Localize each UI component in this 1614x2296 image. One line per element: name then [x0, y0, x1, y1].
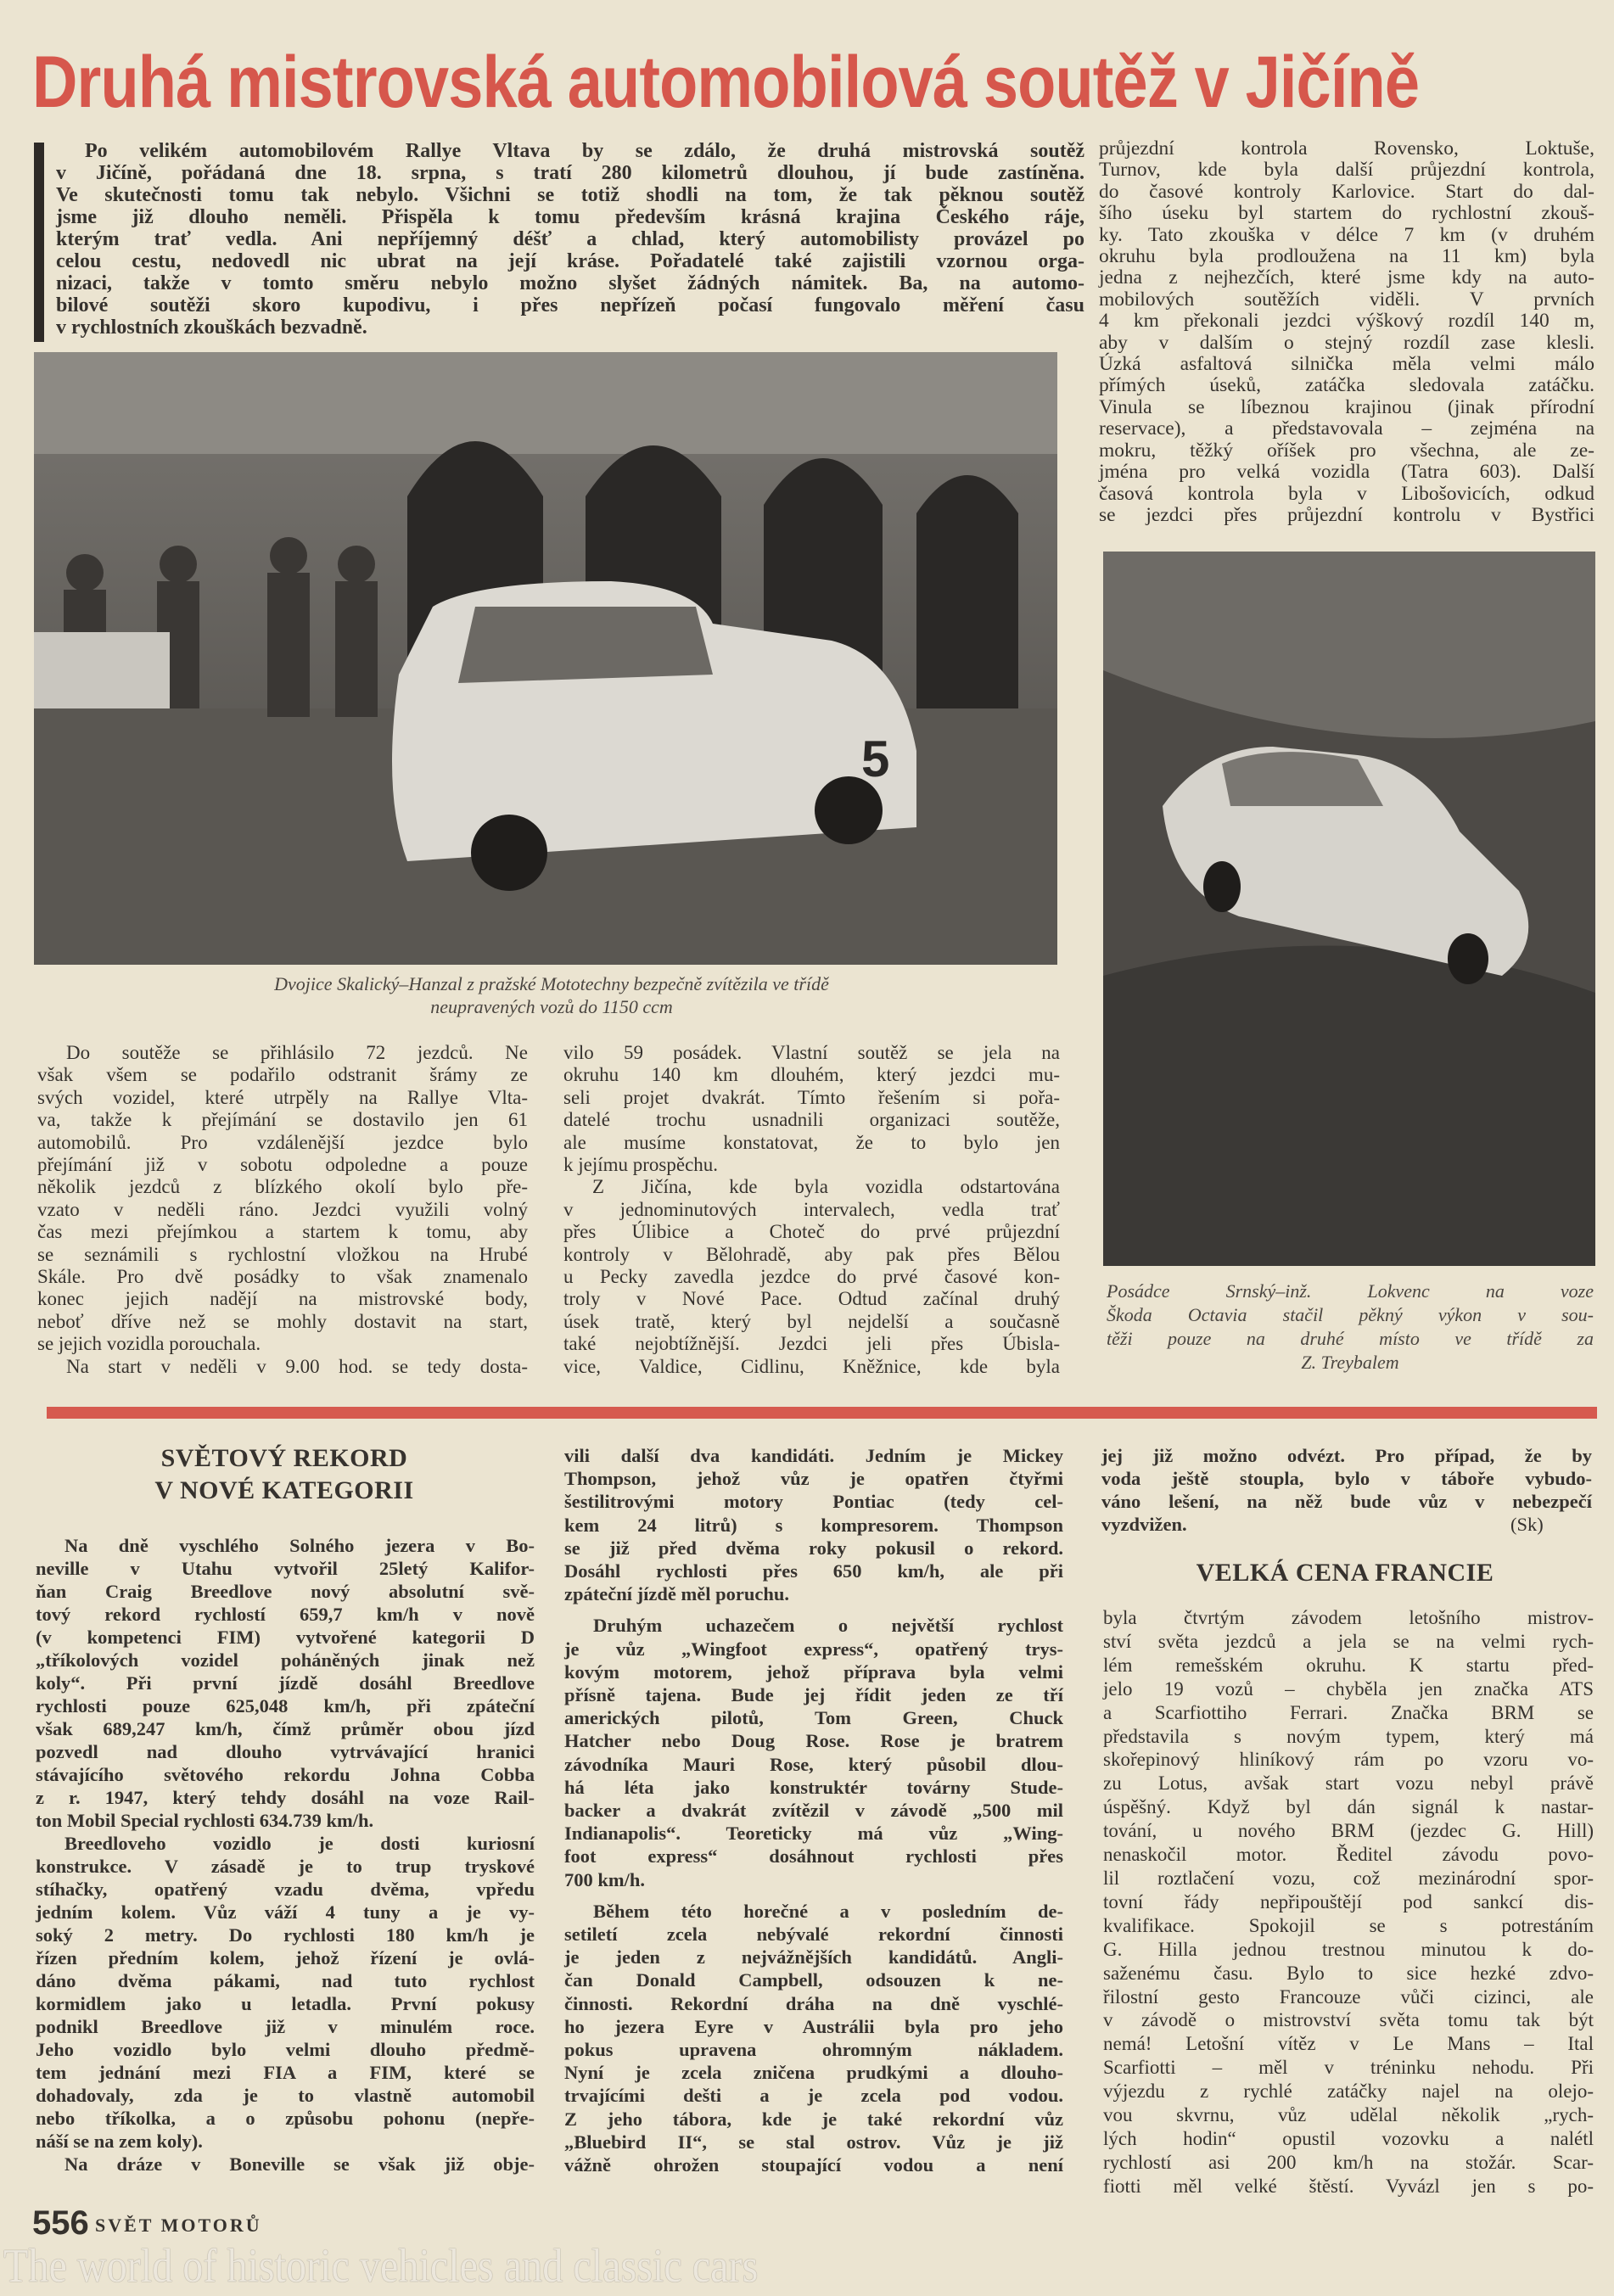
text-line: Do soutěže se přihlásilo 72 jezdců. Ne	[66, 1042, 528, 1063]
grand-prix-body	[1103, 1606, 1594, 2198]
paragraph	[1099, 138, 1594, 526]
text-line: vice, Valdice, Cidlinu, Kněžnice, kde byla	[563, 1355, 1060, 1377]
text-line: va, takže k přejímání se dostavilo jen 61	[37, 1109, 528, 1131]
text-line: bilové soutěži skoro kupodivu, i přes nepřízeň počasí fungovalo měření času	[56, 294, 1084, 316]
text-line: trvajícími dešti a je zcela pod vodou.	[564, 2085, 1063, 2107]
text-line: je vůz „Wingfoot express“, opatřený trys-	[564, 1638, 1063, 1660]
text-line: přísně tajena. Bude jej řídit jeden ze tří	[564, 1684, 1063, 1706]
article-column-3	[1099, 138, 1594, 526]
text-line: mobilových soutěžích viděli. V prvních	[1099, 288, 1594, 311]
photo2-caption	[1107, 1280, 1594, 1375]
photo-image	[34, 352, 1057, 965]
text-line: u Pecky zavedla jezdce do prvé časové kon-	[563, 1266, 1060, 1288]
text-line: Po velikém automobilovém Rallye Vltava by se zdálo, že druhá mistrovská soutěž	[85, 140, 1084, 162]
text-line: je jeden z nejvážnějších kandidátů. Angli-	[564, 1946, 1063, 1968]
text-line: šího úseku byl startem do rychlostní zkouš-	[1099, 202, 1594, 225]
paragraph	[564, 1444, 1063, 1605]
text-line: tování, u nového BRM (jezdec G. Hill)	[1103, 1820, 1594, 1842]
text-line: zpáteční jízdě měl poruchu.	[564, 1583, 789, 1605]
paragraph	[37, 1356, 528, 1378]
text-line: z r. 1947, který tehdy dosáhl na voze Rail-	[36, 1787, 535, 1808]
text-line: představila s novým typem, který má	[1103, 1725, 1594, 1747]
text-line: řilostní gesto Francouze vůči cizinci, ale	[1103, 1985, 1594, 2008]
text-line: úsek tratě, který byl nejdelší a současně	[563, 1310, 1060, 1332]
text-line: jelo 19 vozů – chyběla jen značka ATS	[1103, 1677, 1594, 1700]
text-line: Druhým uchazečem o největší rychlost	[593, 1615, 1063, 1637]
text-line: Scarfiotti – měl v tréninku nehodu. Při	[1103, 2057, 1594, 2079]
text-line: kvalifikace. Spokojil se s potrestáním	[1103, 1914, 1594, 1936]
text-line: úspěšný. Když byl dán signál k nastar-	[1103, 1796, 1594, 1818]
text-line: čan Donald Campbell, odsouzen k ne-	[564, 1969, 1063, 1991]
photo-skoda-octavia-on-stage	[1103, 552, 1595, 1266]
text-line: stávajícího světového rekordu Johna Cobba	[36, 1764, 535, 1785]
text-line: Z Jičína, kde byla vozidla odstartována	[592, 1176, 1060, 1198]
text-line: skořepinový hliníkový rám po vzoru vo-	[1103, 1749, 1594, 1771]
record-heading	[34, 1442, 535, 1507]
paragraph	[37, 1042, 528, 1356]
text-line: „Bluebird II“, se stal ostrov. Vůz je již	[564, 2131, 1063, 2153]
text-line: jej již možno odvézt. Pro případ, že by	[1101, 1445, 1592, 1466]
text-line: saženému času. Bylo to sice hezké zdvo-	[1103, 1962, 1594, 1984]
text-line: fiotti měl velké štěstí. Vyvázl jen s po-	[1103, 2175, 1594, 2197]
text-line: se jejich vozidla porouchala.	[37, 1333, 261, 1355]
text-line: lém remešském okruhu. K startu před-	[1103, 1654, 1594, 1676]
text-line: Na start v neděli v 9.00 hod. se tedy dosta-	[66, 1355, 528, 1377]
text-line: svých vozidel, které utrpěly na Rallye Vlta-	[37, 1086, 528, 1108]
grand-prix-heading: VELKÁ CENA FRANCIE	[1196, 1559, 1494, 1587]
text-line: amerických pilotů, Tom Green, Chuck	[564, 1707, 1063, 1729]
text-line: Během této horečné a v posledním de-	[593, 1900, 1063, 1922]
text-line: Na dně vyschlého Solného jezera v Bo-	[64, 1535, 535, 1556]
text-line: 700 km/h.	[564, 1868, 646, 1890]
text-line: šestilitrovými motory Pontiac (tedy cel-	[564, 1491, 1063, 1513]
text-line: vou skvrnu, vůz udělal několik „rych-	[1103, 2104, 1594, 2126]
text-line: troly v Nové Pace. Odtud začínal druhý	[563, 1288, 1060, 1310]
text-line: jsme již dlouho neměli. Přispěla k tomu především krásná krajina Českého ráje,	[56, 206, 1084, 228]
text-line: dáno dvěma pákami, nad tuto rychlost	[36, 1970, 535, 1991]
text-line: řízen předním kolem, jehož řízení je ovlá-	[36, 1947, 535, 1968]
text-line: a Scarfiottiho Ferrari. Značka BRM se	[1103, 1701, 1594, 1723]
caption-line: neupravených vozů do 1150 ccm	[430, 996, 673, 1017]
text-line: setiletí zcela nebývalé rekordní činnosti	[564, 1924, 1063, 1946]
text-line: náší se na zem koly).	[36, 2131, 203, 2152]
text-line: ale musíme konstatovat, že to bylo jen	[563, 1131, 1060, 1153]
watermark-tagline: The world of historic vehicles and classic cars	[3, 2240, 759, 2293]
text-line: tový rekord rychlostí 659,7 km/h v nově	[36, 1604, 535, 1625]
article-intro	[56, 140, 1084, 339]
article-column-2	[563, 1042, 1060, 1378]
article-column-1	[37, 1042, 528, 1378]
text-line: vili další dva kandidáti. Jedním je Mickey	[564, 1445, 1063, 1466]
text-line: závodníka Mauri Rose, který působil dlou-	[564, 1753, 1063, 1775]
text-line: okruhu byla prodloužena na 11 km) byla	[1099, 245, 1594, 268]
text-line: voda ještě stoupla, bylo v táboře vybudo-	[1101, 1468, 1592, 1489]
text-line: Úzká asfaltová silnička měla velmi málo	[1099, 353, 1594, 376]
text-line: čas mezi přejímkou a startem k tomu, aby	[37, 1221, 528, 1243]
text-line: reservace), a představovala – zejména na	[1099, 417, 1594, 440]
text-line: vážně ohrožen stoupající vodou a není	[564, 2154, 1063, 2176]
text-line: jedna z nejhezčích, které jsme kdy na auto-	[1099, 266, 1594, 289]
text-line: časová kontrola byla v Libošovicích, odkud	[1099, 482, 1594, 505]
text-line: Posádce Srnský–inž. Lokvenc na voze	[1107, 1280, 1594, 1302]
text-line: přímých úseků, zatáčka sledovala zatáčku.	[1099, 374, 1594, 397]
text-line: konstrukce. V zásadě je to trup tryskové	[36, 1856, 535, 1877]
text-line: stíhačky, opatřený vzadu dvěma, vpředu	[36, 1879, 535, 1900]
text-line: jména pro velká vozidla (Tatra 603). Další	[1099, 461, 1594, 484]
photo-renault-at-start-arcades	[34, 352, 1057, 965]
text-line: několik jezdců z blízkého okolí bylo pře-	[37, 1176, 528, 1198]
record-column-2	[564, 1444, 1063, 2176]
text-line: (v kompetenci FIM) vytvořené kategorii D	[36, 1627, 535, 1648]
text-line: Ve skutečnosti tomu tak nebylo. Všichni se totiž shodli na tom, že tak pěknou soutěž	[56, 184, 1084, 206]
text-line: ství světa jezdců a jela se na velmi rych-	[1103, 1630, 1594, 1652]
text-line: však všem se podařilo odstranit šrámy ze	[37, 1064, 528, 1086]
author-signature: (Sk)	[1510, 1514, 1544, 1535]
paragraph	[36, 1832, 535, 2153]
text-line: há léta jako konstruktér továrny Stude-	[564, 1776, 1063, 1798]
text-line: v závodě o mistrovství světa tomu tak být	[1103, 2009, 1594, 2031]
text-line: aby v dalším o stejný rozdíl zase klesli.	[1099, 331, 1594, 354]
text-line: Skále. Pro dvě posádky to však znamenalo	[37, 1266, 528, 1288]
text-line: Turnov, kde byla další průjezdní kontrola,	[1099, 159, 1594, 182]
text-line: automobilů. Pro vzdálenější jezdce bylo	[37, 1131, 528, 1153]
text-line: ton Mobil Special rychlosti 634.739 km/h.	[36, 1810, 374, 1831]
text-line: foot express“ dosáhnout rychlosti přes	[564, 1845, 1063, 1868]
text-line: Breedloveho vozidlo je dosti kuriosní	[64, 1833, 535, 1854]
text-line: „tříkolových vozidel poháněných jinak než	[36, 1649, 535, 1671]
text-line: činnosti. Rekordní dráha na dně vyschlé-	[564, 1992, 1063, 2014]
text-line: váno lešení, na něž bude vůz v nebezpečí	[1101, 1491, 1592, 1512]
paragraph	[564, 1614, 1063, 1890]
text-line: celou cestu, nedovedl nic ubrat na její kráse. Pořadatelé také zajistili vzornou orga-	[56, 250, 1084, 272]
paragraph	[56, 140, 1084, 339]
text-line: datelé trochu usnadnili organizaci soutěže,	[563, 1109, 1060, 1131]
text-line: ho jezera Eyre v Austrálii byla pro jeho	[564, 2015, 1063, 2037]
text-line: Z jeho tábora, kde je také rekordní vůz	[564, 2108, 1063, 2130]
magazine-name: SVĚT MOTORŮ	[95, 2215, 262, 2236]
text-line: Indianapolis“. Teoreticky má vůz „Wing-	[564, 1823, 1063, 1845]
text-line: neville v Utahu vytvořil 25letý Kalifor-	[36, 1558, 535, 1579]
text-line: podnikl Breedlove již v minulém roce.	[36, 2016, 535, 2037]
text-line: kovým motorem, jehož příprava byla velmi	[564, 1660, 1063, 1683]
text-line: vyzdvižen.	[1101, 1514, 1187, 1535]
text-line: mokru, těžký oříšek pro všechna, ale ze-	[1099, 439, 1594, 462]
text-line: nebo tříkolka, a o způsobu pohonu (nepře-	[36, 2108, 535, 2129]
text-line: G. Hilla jednou trestnou minutou k do-	[1103, 1938, 1594, 1960]
page-number: 556	[32, 2204, 89, 2242]
text-line: do časové kontroly Karlovice. Start do dal-	[1099, 180, 1594, 203]
text-line: dohadovaly, zda je to vlastně automobil	[36, 2085, 535, 2106]
text-line: Hatcher nebo Doug Rose. Rose je bratrem	[564, 1730, 1063, 1752]
text-line: kormidlem jako u letadla. První pokusy	[36, 1993, 535, 2014]
text-line: neboť dříve než se mohly dostavit na start,	[37, 1310, 528, 1332]
text-line: Dosáhl rychlosti přes 650 km/h, ale při	[564, 1560, 1063, 1582]
text-line: tovní řády nepřipouštějí pod sankcí dis-	[1103, 1890, 1594, 1912]
text-line: Na dráze v Boneville se však již obje-	[64, 2153, 535, 2175]
text-line: se seznámili s rychlostní vložkou na Hrubé	[37, 1243, 528, 1265]
text-line: okruhu 140 km dlouhém, který jezdci mu-	[563, 1064, 1060, 1086]
text-line: Škoda Octavia stačil pěkný výkon v sou-	[1107, 1304, 1594, 1325]
paragraph	[36, 2153, 535, 2176]
paragraph	[1103, 1606, 1594, 2198]
text-line: vzato v neděli ráno. Jezdci využili volný	[37, 1198, 528, 1220]
paragraph	[1107, 1280, 1594, 1375]
text-line: ňan Craig Breedlove nový absolutní svě-	[36, 1581, 535, 1602]
text-line: vilo 59 posádek. Vlastní soutěž se jela na	[563, 1042, 1060, 1063]
heading-line: V NOVÉ KATEGORII	[154, 1476, 414, 1504]
paragraph	[36, 1534, 535, 1832]
text-line: lých hodin“ opustil vozovku a nalétl	[1103, 2127, 1594, 2149]
article-title: Druhá mistrovská automobilová soutěž v Jičíně	[32, 42, 1420, 123]
text-line: nenaskočil motor. Ředitel závodu povo-	[1103, 1844, 1594, 1866]
text-line: v jednominutových intervalech, vedla trať	[563, 1198, 1060, 1220]
text-line: Nyní je zcela zničena prudkými a dlouho-	[564, 2062, 1063, 2084]
text-line: tem jednání mezi FIA a FIM, které se	[36, 2062, 535, 2083]
text-line: pozvedl nad dlouho vytrvávající hranici	[36, 1741, 535, 1762]
text-line: výjezdu z rychlé zatáčky najel na olejo-	[1103, 2080, 1594, 2103]
text-line: seli projet dvakrát. Tímto řešením si pořa-	[563, 1086, 1060, 1108]
text-line: jedním kolem. Vůz váží 4 tuny a je vy-	[36, 1901, 535, 1923]
text-line: kem 24 litrů) s kompresorem. Thompson	[564, 1514, 1063, 1536]
text-line: Z. Treybalem	[1301, 1352, 1399, 1373]
svg-text:5: 5	[861, 731, 890, 787]
text-line: Vinula se líbeznou krajinou (jinak přírodní	[1099, 395, 1594, 418]
intro-marker-bar	[34, 143, 44, 342]
text-line: pokus upravena ohromným nákladem.	[564, 2039, 1063, 2061]
text-line: nizaci, takže v tomto směru nebylo možno slyšet žádných námitek. Ba, na automo-	[56, 272, 1084, 294]
paragraph	[563, 1042, 1060, 1176]
text-line: rychlosti pouze 625,048 km/h, při zpáteční	[36, 1695, 535, 1716]
text-line: konec jejich nadějí na mistrovské body,	[37, 1288, 528, 1310]
text-line: zu Lotus, avšak start vozu nebyl právě	[1103, 1772, 1594, 1795]
text-line: přes Úlibice a Choteč do prvé průjezdní	[563, 1221, 1060, 1243]
photo1-caption	[51, 972, 1052, 1018]
section-divider-red	[47, 1407, 1597, 1419]
text-line: také nejobtížnější. Jezdci jeli přes Úbisla-	[563, 1333, 1060, 1355]
text-line: nemá! Letošní vítěz v Le Mans – Ital	[1103, 2033, 1594, 2055]
text-line: těži pouze na druhé místo ve třídě za	[1107, 1328, 1594, 1349]
text-line: však 689,247 km/h, čímž průměr obou jízd	[36, 1718, 535, 1739]
text-line: se již před dvěma roky pokusil o rekord.	[564, 1537, 1063, 1559]
text-line: přejímání již v sobotu odpoledne a pouze	[37, 1154, 528, 1176]
caption-line: Dvojice Skalický–Hanzal z pražské Mototechny bezpečně zvítězila ve třídě	[274, 973, 829, 994]
record-column-1	[36, 1534, 535, 2176]
text-line: lil roztlačení vozu, což mezinárodní spor-	[1103, 1867, 1594, 1889]
text-line: byla čtvrtým závodem letošního mistrov-	[1103, 1607, 1594, 1628]
text-line: koly“. Při první jízdě dosáhl Breedlove	[36, 1672, 535, 1694]
text-line: v rychlostních zkouškách bezvadně.	[56, 316, 367, 339]
text-line: k jejímu prospěchu.	[563, 1154, 719, 1176]
text-line: backer a dvakrát zvítězil v závodě „500 mil	[564, 1800, 1063, 1822]
text-line: rychlostí asi 200 km/h na stožár. Scar-	[1103, 2151, 1594, 2173]
text-line: se jezdci přes průjezdní kontrolu v Bystřici	[1099, 503, 1594, 526]
paragraph	[564, 1900, 1063, 2176]
text-line: 4 km překonali jezdci výškový rozdíl 140 m,	[1099, 310, 1594, 333]
paragraph	[563, 1176, 1060, 1378]
heading-line: SVĚTOVÝ REKORD	[160, 1444, 408, 1472]
text-line: kterým trať vedla. Ani nepříjemný déšť a chlad, který automobilisty provázel po	[56, 228, 1084, 250]
text-line: soký 2 metry. Do rychlosti 180 km/h je	[36, 1924, 535, 1946]
photo-image	[1103, 552, 1595, 1266]
text-line: Thompson, jehož vůz je opatřen čtyřmi	[564, 1468, 1063, 1490]
text-line: ky. Tato zkouška v délce 7 km (v druhém	[1099, 223, 1594, 246]
text-line: kontroly v Bělohradě, aby pak přes Bělou	[563, 1243, 1060, 1265]
text-line: Jeho vozidlo bylo velmi dlouho předmě-	[36, 2039, 535, 2060]
text-line: průjezdní kontrola Rovensko, Loktuše,	[1099, 137, 1594, 160]
text-line: v Jičíně, pořádaná dne 18. srpna, s tratí 280 kilometrů dlouhou, jí bude zastíněna.	[56, 162, 1084, 184]
